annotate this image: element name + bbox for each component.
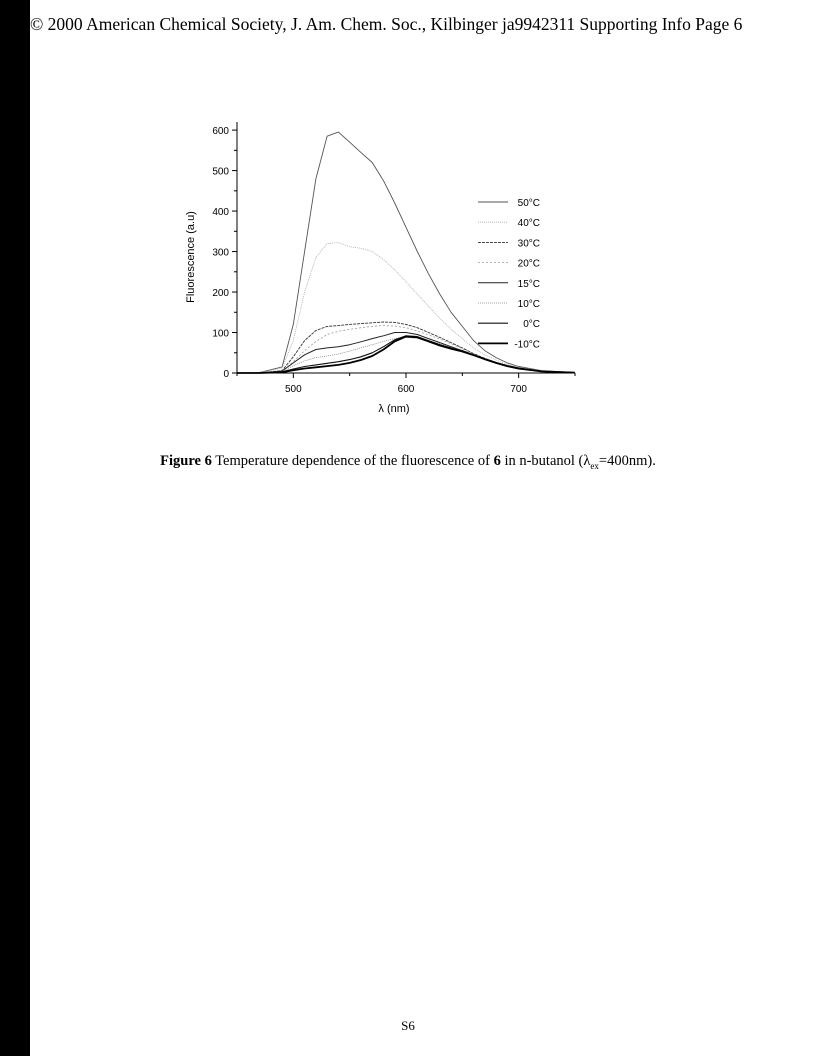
caption-subscript: ex [590, 460, 599, 471]
legend-label: -10°C [514, 339, 540, 351]
y-tick-label: 100 [212, 328, 229, 340]
y-axis-label: Fluorescence (a.u) [185, 211, 197, 303]
legend-label: 20°C [517, 258, 540, 270]
page-header: © 2000 American Chemical Society, J. Am. Chem. Soc., Kilbinger ja9942311 Supporting Info Page 6 [30, 14, 743, 34]
x-tick-label: 500 [284, 384, 302, 395]
caption-text-1: Temperature dependence of the fluorescence of [211, 453, 494, 469]
y-tick-label: 500 [212, 166, 229, 178]
fluorescence-chart [0, 0, 816, 440]
legend-label: 10°C [517, 299, 540, 310]
x-tick-label: 700 [510, 384, 528, 395]
caption-text-3: =400nm). [598, 453, 656, 469]
legend-label: 30°C [517, 238, 540, 250]
caption-text-2: in n-butanol (λ [500, 453, 591, 469]
x-tick-label: 600 [397, 384, 415, 395]
legend-label: 15°C [517, 278, 540, 290]
legend-label: 50°C [517, 198, 540, 209]
legend-label: 0°C [523, 319, 540, 331]
y-tick-label: 200 [212, 288, 229, 300]
chart-legend [478, 198, 540, 350]
y-tick-label: 0 [223, 369, 229, 380]
chart-series-layer [237, 132, 575, 373]
y-tick-label: 300 [212, 247, 229, 259]
legend-label: 40°C [517, 218, 540, 230]
page-number: S6 [401, 1018, 415, 1033]
figure-caption [0, 453, 816, 471]
y-tick-label: 600 [212, 126, 229, 138]
caption-compound: 6 [493, 453, 501, 469]
caption-label: Figure 6 [160, 453, 212, 469]
x-axis-label: λ (nm) [378, 403, 410, 415]
y-tick-label: 400 [212, 207, 229, 219]
